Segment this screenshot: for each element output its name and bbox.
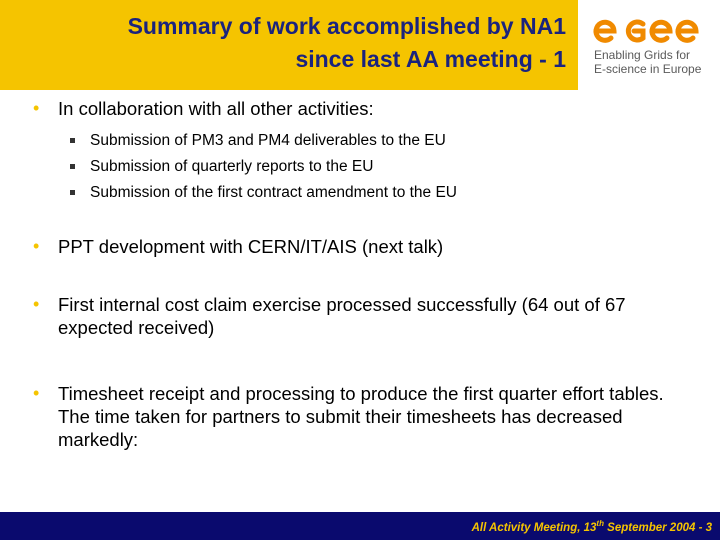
slide-title-line-2: since last AA meeting - 1 (295, 46, 566, 72)
sub-bullet-text: Submission of PM3 and PM4 deliverables to the EU (90, 132, 446, 149)
bullet-item (33, 235, 673, 258)
sub-bullet-item (70, 157, 373, 177)
bullet-dot-icon: • (33, 294, 40, 314)
bullet-dot-icon: • (33, 236, 40, 256)
bullet-dot-icon: • (33, 383, 40, 403)
bullet-item (33, 293, 683, 339)
bullet-item (33, 382, 678, 451)
sub-bullet-item (70, 183, 457, 203)
sub-bullet-text: Submission of the first contract amendment to the EU (90, 184, 458, 201)
square-bullet-icon (70, 138, 75, 143)
slide-title-line-1: Summary of work accomplished by NA1 (127, 13, 566, 39)
square-bullet-icon (70, 164, 75, 169)
logo-wordmark-text: egee (592, 16, 595, 17)
sub-bullet-text: Submission of quarterly reports to the EU (90, 158, 374, 175)
slide-title (128, 10, 566, 76)
logo-tagline-line-1: Enabling Grids for (594, 48, 691, 62)
bullet-dot-icon: • (33, 98, 40, 118)
footer-suffix: September 2004 - 3 (603, 521, 712, 534)
logo-tagline-line-2: E-science in Europe (594, 62, 702, 76)
title-bar (0, 0, 578, 90)
bullet-text: In collaboration with all other activities: (58, 98, 374, 119)
footer-bar (0, 512, 720, 540)
logo-tagline (594, 48, 701, 76)
egee-wordmark-logo (592, 16, 704, 46)
egee-logo (578, 0, 720, 90)
footer-text (472, 519, 712, 534)
bullet-text: First internal cost claim exercise processed successfully (64 out of 67 expected received) (58, 294, 626, 338)
bullet-text: PPT development with CERN/IT/AIS (next talk) (58, 236, 444, 257)
bullet-item (33, 97, 673, 120)
sub-bullet-item (70, 131, 446, 151)
bullet-text: Timesheet receipt and processing to produce the first quarter effort tables. The time taken for partners to submit their timesheets has decreased markedly: (58, 383, 664, 450)
footer-ordinal: th (596, 519, 604, 528)
square-bullet-icon (70, 190, 75, 195)
footer-prefix: All Activity Meeting, 13 (471, 521, 597, 534)
